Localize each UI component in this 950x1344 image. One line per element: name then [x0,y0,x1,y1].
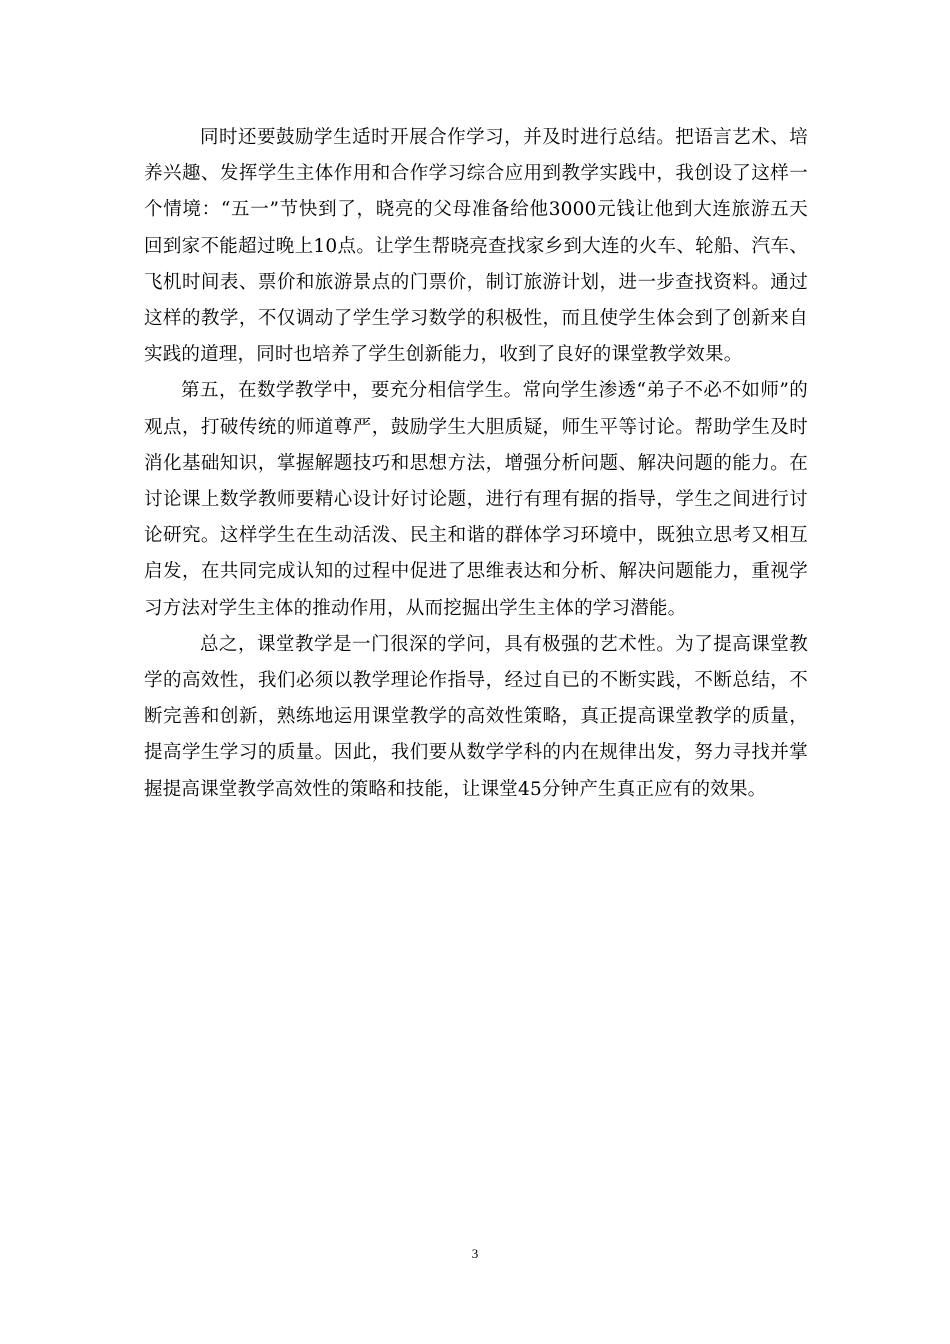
paragraph-cooperative-learning: 同时还要鼓励学生适时开展合作学习，并及时进行总结。把语言艺术、培养兴趣、发挥学生主体作用和合作学习综合应用到教学实践中，我创设了这样一个情境：“五一”节快到了，晓亮的父母准备给他3000元钱让他到大连旅游五天回到家不能超过晚上10点。让学生帮晓亮查找家乡到大连的火车、轮船、汽车、飞机时间表、票价和旅游景点的门票价，制订旅游计划，进一步查找资料。通过这样的教学，不仅调动了学生学习数学的积极性，而且使学生体会到了创新来自实践的道理，同时也培养了学生创新能力，收到了良好的课堂教学效果。 [144,127,808,366]
paragraph-trust-students: 第五，在数学教学中，要充分相信学生。常向学生渗透“弟子不必不如师”的观点，打破传统的师道尊严，鼓励学生大胆质疑，师生平等讨论。帮助学生及时消化基础知识，掌握解题技巧和思想方法，增强分析问题、解决问题的能力。在讨论课上数学教师要精心设计好讨论题，进行有理有据的指导，学生之间进行讨论研究。这样学生在生动活泼、民主和谐的群体学习环境中，既独立思考又相互启发，在共同完成认知的过程中促进了思维表达和分析、解决问题能力，重视学习方法对学生主体的推动作用，从而挖掘出学生主体的学习潜能。 [144,380,808,619]
paragraph-conclusion: 总之，课堂教学是一门很深的学问，具有极强的艺术性。为了提高课堂教学的高效性，我们必须以教学理论作指导，经过自已的不断实践，不断总结，不断完善和创新，熟练地运用课堂教学的高效性策略，真正提高课堂教学的质量，提高学生学习的质量。因此，我们要从数学学科的内在规律出发，努力寻找并掌握提高课堂教学高效性的策略和技能，让课堂45分钟产生真正应有的效果。 [144,633,808,800]
page-number: 3 [471,1246,479,1261]
document-body [144,120,808,808]
